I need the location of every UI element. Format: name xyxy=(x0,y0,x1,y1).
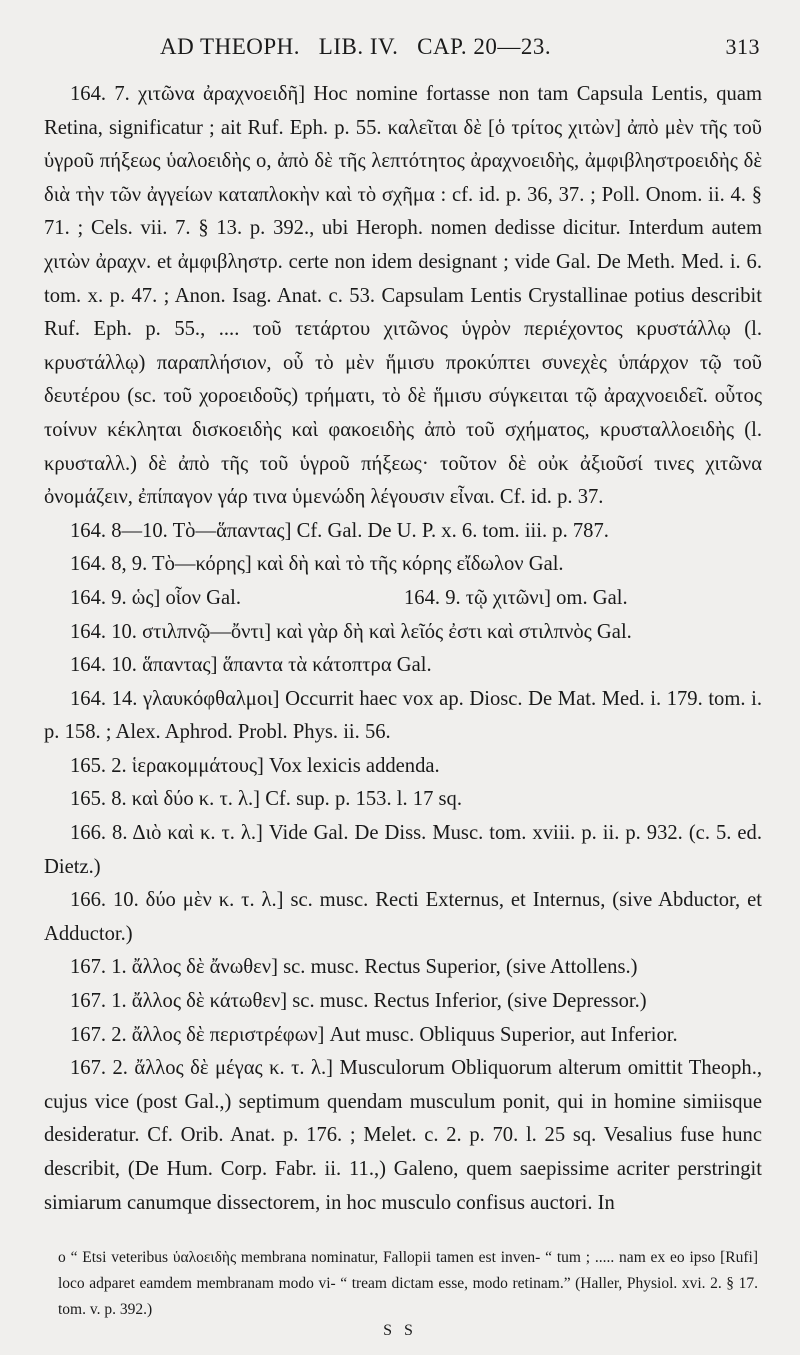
main-text xyxy=(44,78,762,1220)
note-164-9 xyxy=(44,582,762,616)
signature-mark: S S xyxy=(383,1322,417,1339)
note-165-2: 165. 2. ἱερακομμάτους] Vox lexicis addenda. xyxy=(70,754,440,777)
note-164-9-a: 164. 9. ὡς] οἷον Gal. xyxy=(70,586,241,609)
note-164-7: 164. 7. χιτῶνα ἀραχνοειδῆ] Hoc nomine fortasse non tam Capsula Lentis, quam Retina, significatur ; ait Ruf. Eph. p. 55. καλεῖται δὲ [ὁ τρίτος χιτὼν] ἀπὸ μὲν τῆς τοῦ ὑγροῦ πήξεως ὑαλοειδὴς o, ἀπὸ δὲ τῆς λεπτότητος ἀραχνοειδὴς, ἀμφιβληστροειδὴς δὲ διὰ τὴν τῶν ἀγγείων καταπλοκὴν καὶ τὸ σχῆμα : cf. id. p. 36, 37. ; Poll. Onom. ii. 4. § 71. ; Cels. vii. 7. § 13. p. 392., ubi Heroph. nomen dedisse dicitur. Interdum autem χιτὼν ἀραχν. et ἀμφιβληστρ. certe non idem designant ; vide Gal. De Meth. Med. i. 6. tom. x. p. 47. ; Anon. Isag. Anat. c. 53. Capsulam Lentis Crystallinae potius describit Ruf. Eph. p. 55., .... τοῦ τετάρτου χιτῶνος ὑγρὸν περιέχοντος κρυστάλλῳ (l. κρυστάλλῳ) παραπλήσιον, οὗ τὸ μὲν ἥμισυ προκύπτει συνεχὲς ὑπάρχον τῷ τοῦ δευτέρου (sc. τοῦ χοροειδοῦς) τρήματι, τὸ δὲ ἥμισυ σύγκειται τῷ ἀραχνοειδεῖ. οὗτος τοίνυν κέκληται δισκοειδὴς καὶ φακοειδὴς ἀπὸ τοῦ σχήματος, κρυσταλλοειδὴς (l. κρυσταλλ.) δὲ ἀπὸ τῆς τοῦ ὑγροῦ πήξεως· τοῦτον δὲ οὐκ ἀξιοῦσί τινες χιτῶνα ὀνομάζειν, ἐπίπαγον γάρ τινα ὑμενώδη λέγουσιν εἶναι. Cf. id. p. 37. xyxy=(44,83,762,509)
running-header xyxy=(160,34,760,60)
note-164-8-9: 164. 8, 9. Τὸ—κόρης] καὶ δὴ καὶ τὸ τῆς κόρης εἴδωλον Gal. xyxy=(70,553,564,576)
note-165-8: 165. 8. καὶ δύο κ. τ. λ.] Cf. sup. p. 153. l. 17 sq. xyxy=(70,788,462,811)
note-164-10-a: 164. 10. στιλπνῷ—ὄντι] καὶ γὰρ δὴ καὶ λεῖός ἐστι καὶ στιλπνὸς Gal. xyxy=(70,620,632,643)
note-167-1-a: 167. 1. ἄλλος δὲ ἄνωθεν] sc. musc. Rectus Superior, (sive Attollens.) xyxy=(70,956,638,979)
running-title: AD THEOPH. LIB. IV. CAP. 20—23. xyxy=(160,34,552,59)
note-166-8: 166. 8. Διὸ καὶ κ. τ. λ.] Vide Gal. De Diss. Musc. tom. xviii. p. ii. p. 932. (c. 5. ed. Dietz.) xyxy=(44,822,762,878)
note-164-10-b: 164. 10. ἅπαντας] ἅπαντα τὰ κάτοπτρα Gal. xyxy=(70,654,432,677)
note-167-1-b: 167. 1. ἄλλος δὲ κάτωθεν] sc. musc. Rectus Inferior, (sive Depressor.) xyxy=(70,990,647,1013)
note-167-2-a: 167. 2. ἄλλος δὲ περιστρέφων] Aut musc. Obliquus Superior, aut Inferior. xyxy=(70,1023,678,1046)
note-166-10: 166. 10. δύο μὲν κ. τ. λ.] sc. musc. Recti Externus, et Internus, (sive Abductor, et Adductor.) xyxy=(44,889,762,945)
note-167-2-b: 167. 2. ἄλλος δὲ μέγας κ. τ. λ.] Musculorum Obliquorum alterum omittit Theoph., cujus vice (post Gal.,) septimum quendam musculum ponit, qui in homine simiisque desideratur. Cf. Orib. Anat. p. 176. ; Melet. c. 2. p. 70. l. 25 sq. Vesalius fuse hunc describit, (De Hum. Corp. Fabr. ii. 11.,) Galeno, quem saepissime acriter perstringit simiarum canumque dissectorem, in hoc musculo confisus auctori. In xyxy=(44,1057,762,1214)
page-number: 313 xyxy=(725,34,760,59)
note-164-8-10: 164. 8—10. Τὸ—ἅπαντας] Cf. Gal. De U. P. x. 6. tom. iii. p. 787. xyxy=(70,519,609,542)
note-164-14: 164. 14. γλαυκόφθαλμοι] Occurrit haec vox ap. Diosc. De Mat. Med. i. 179. tom. i. p. 158. ; Alex. Aphrod. Probl. Phys. ii. 56. xyxy=(44,687,762,744)
note-164-9-b: 164. 9. τῷ χιτῶνι] om. Gal. xyxy=(404,586,628,609)
footnote: o “ Etsi veteribus ὑαλοειδὴς membrana nominatur, Fallopii tamen est inven- “ tum ; ..... nam ex eo ipso [Rufi] loco adparet eamdem membranam modo vi- “ tream dictam esse, modo retinam.” (Haller, Physiol. xvi. 2. § 17. tom. v. p. 392.) xyxy=(58,1249,758,1318)
